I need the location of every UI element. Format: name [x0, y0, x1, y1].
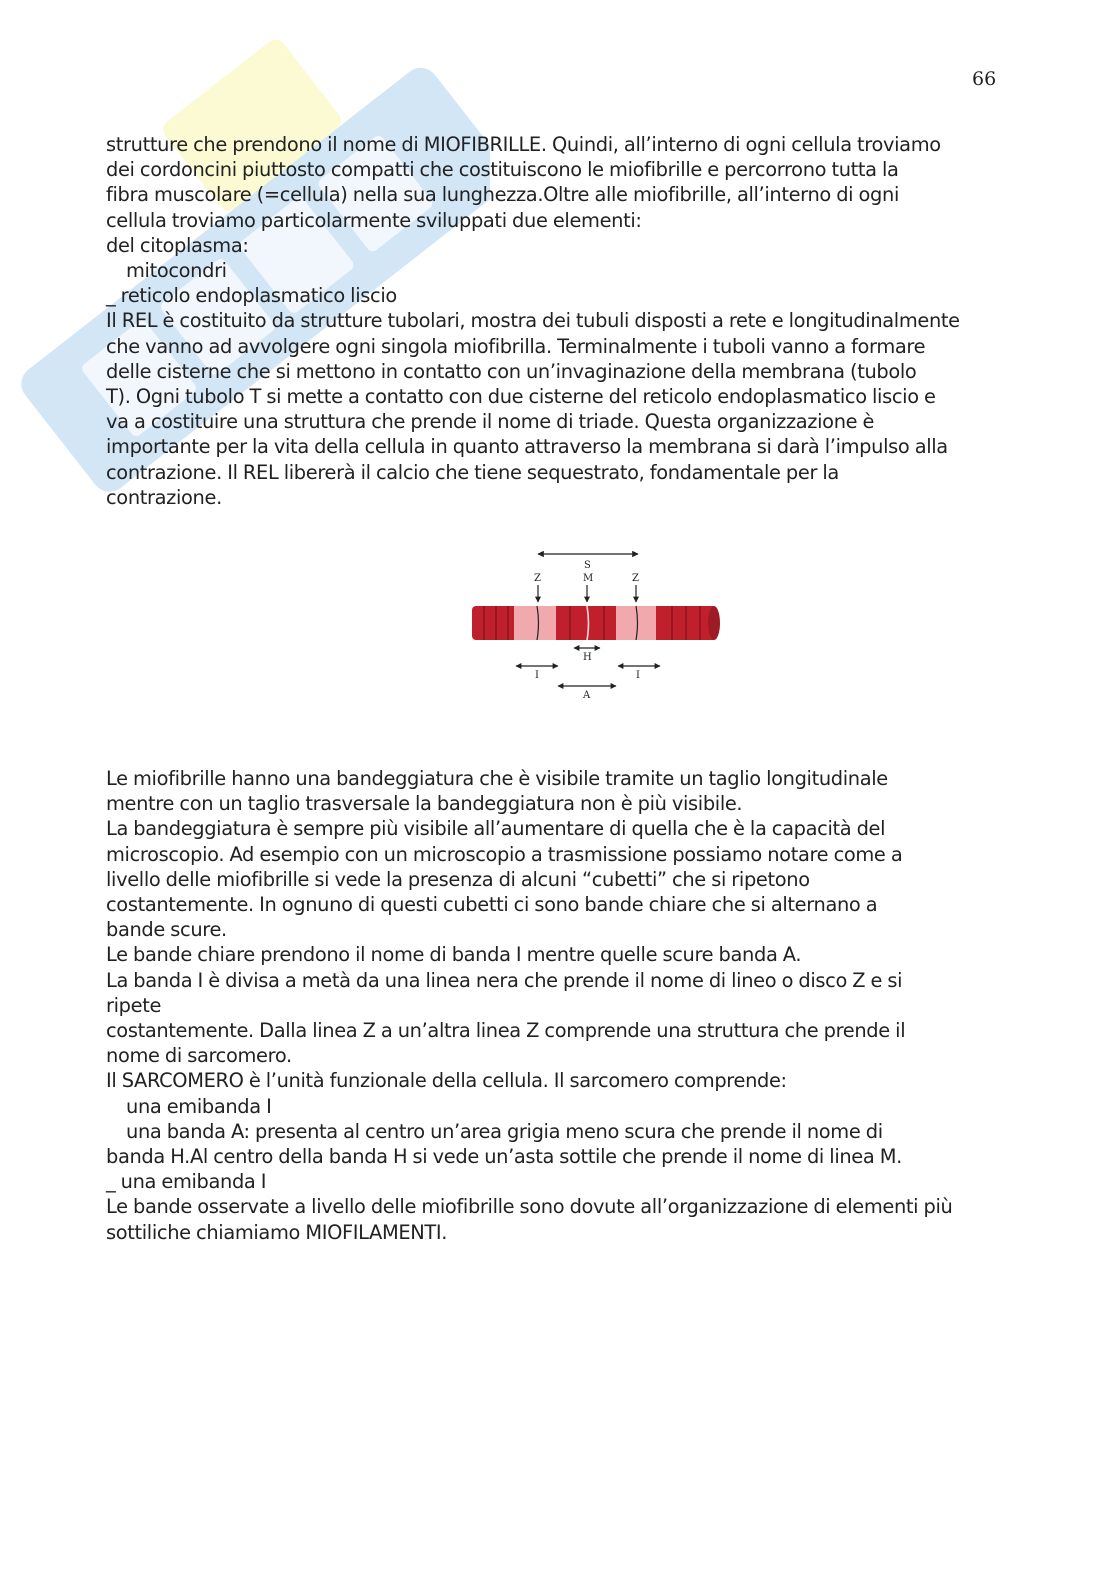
text-line: ripete	[106, 993, 162, 1017]
dark-band	[472, 606, 518, 640]
s-label: S	[584, 560, 591, 571]
z-right-label: Z	[632, 573, 639, 584]
text-line: costantemente. In ognuno di questi cubetti ci sono bande chiare che si alternano a	[106, 893, 878, 917]
text-line: nome di sarcomero.	[106, 1044, 292, 1068]
text-line: Le miofibrille hanno una bandeggiatura che è visibile tramite un taglio longitudinale	[106, 767, 888, 790]
list-item: una emibanda I	[126, 1094, 272, 1118]
text-line: va a costituire una struttura che prende il nome di triade. Questa organizzazione è	[106, 410, 875, 434]
text-line: cellula troviamo particolarmente sviluppati due elementi:	[106, 208, 642, 232]
page-number: 66	[972, 68, 997, 90]
text-line: contrazione. Il REL libererà il calcio che tiene sequestrato, fondamentale per la	[106, 460, 839, 484]
dark-band	[656, 606, 714, 640]
h-label: H	[583, 652, 592, 663]
text-line: fibra muscolare (=cellula) nella sua lunghezza.Oltre alle miofibrille, all’interno di ogni	[106, 183, 899, 207]
i-right-label: I	[636, 670, 640, 681]
light-band	[514, 606, 558, 640]
text-line: del citoplasma:	[106, 233, 249, 257]
sarcomere-diagram	[466, 548, 728, 704]
list-item: mitocondri	[126, 259, 227, 283]
list-item: _ una emibanda I	[106, 1170, 267, 1194]
text-line: La bandeggiatura è sempre più visibile all’aumentare di quella che è la capacità del	[106, 817, 886, 841]
list-item: _ reticolo endoplasmatico liscio	[106, 284, 397, 308]
text-line: bande scure.	[106, 918, 227, 942]
i-left-label: I	[535, 670, 539, 681]
text-line: importante per la vita della cellula in quanto attraverso la membrana si darà l’impulso alla	[106, 435, 948, 459]
text-line: La banda I è divisa a metà da una linea nera che prende il nome di lineo o disco Z e si	[106, 968, 903, 992]
text-line: livello delle miofibrille si vede la presenza di alcuni “cubetti” che si ripetono	[106, 867, 810, 891]
text-line: T). Ogni tubolo T si mette a contatto con due cisterne del reticolo endoplasmatico liscio e	[106, 385, 936, 409]
text-line: costantemente. Dalla linea Z a un’altra linea Z comprende una struttura che prende il	[106, 1019, 906, 1043]
text-line: mentre con un taglio trasversale la bandeggiatura non è più visibile.	[106, 792, 743, 816]
text-line: che vanno ad avvolgere ogni singola miofibrilla. Terminalmente i tuboli vanno a formare	[106, 334, 926, 358]
z-left-label: Z	[534, 573, 541, 584]
text-block-upper	[106, 132, 1016, 510]
a-label: A	[583, 690, 591, 701]
text-line: microscopio. Ad esempio con un microscopio a trasmissione possiamo notare come a	[106, 842, 903, 866]
text-line: contrazione.	[106, 485, 222, 509]
list-item: una banda A: presenta al centro un’area grigia meno scura che prende il nome di	[126, 1119, 883, 1143]
text-block-lower	[106, 766, 1016, 1245]
text-line: sottiliche chiamiamo MIOFILAMENTI.	[106, 1220, 448, 1244]
m-label: M	[583, 573, 594, 584]
text-line: Il SARCOMERO è l’unità funzionale della cellula. Il sarcomero comprende:	[106, 1069, 787, 1093]
text-line: Il REL è costituito da strutture tubolari, mostra dei tubuli disposti a rete e longitudinalmente	[106, 309, 960, 333]
text-line: banda H.Al centro della banda H si vede un’asta sottile che prende il nome di linea M.	[106, 1145, 902, 1169]
myofibril-end	[708, 606, 720, 640]
text-line: strutture che prendono il nome di MIOFIBRILLE. Quindi, all’interno di ogni cellula troviamo	[106, 133, 941, 156]
text-line: Le bande chiare prendono il nome di banda I mentre quelle scure banda A.	[106, 943, 802, 967]
text-line: delle cisterne che si mettono in contatto con un’invaginazione della membrana (tubolo	[106, 359, 917, 383]
text-line: dei cordoncini piuttosto compatti che costituiscono le miofibrille e percorrono tutta la	[106, 158, 899, 182]
text-line: Le bande osservate a livello delle miofibrille sono dovute all’organizzazione di elementi più	[106, 1195, 953, 1219]
